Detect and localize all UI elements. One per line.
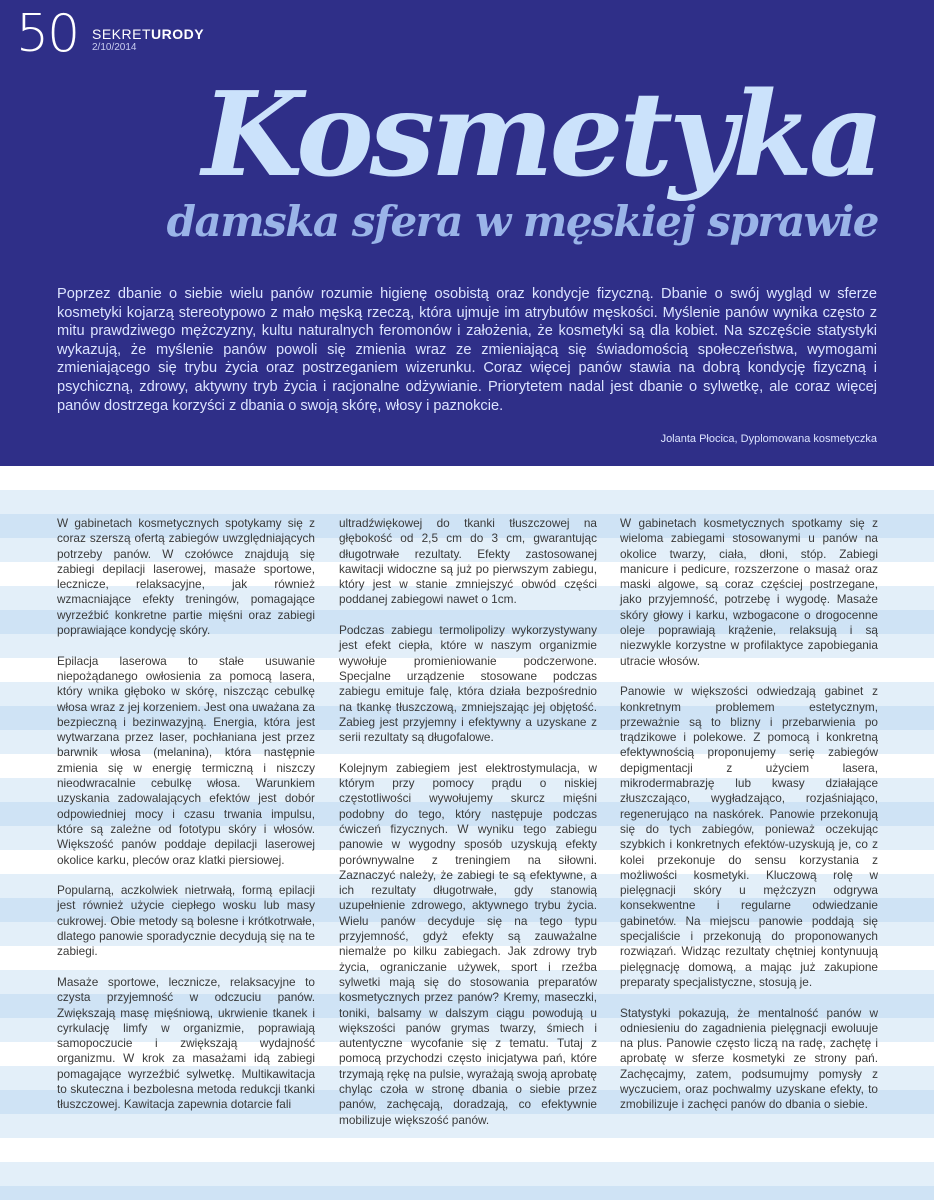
paragraph: ultradźwiękowej do tkanki tłuszczowej na głębokość od 2,5 cm do 3 cm, gwarantując długotrwałe rezultaty. Efekty zastosowanej kawitacji widoczne są już po pierwszym zabiegu, który jest w stanie zmniejszyć obwód części poddanej zabiegowi nawet o 1cm. <box>339 516 597 607</box>
issue-date: 2/10/2014 <box>92 42 137 53</box>
paragraph: Popularną, aczkolwiek nietrwałą, formą epilacji jest również użycie ciepłego wosku lub masy cukrowej. Obie metody są bolesne i krótkotrwałe, dlatego panowie sporadycznie decydują się na te zabiegi. <box>57 883 315 959</box>
paragraph: Statystyki pokazują, że mentalność panów w odniesieniu do zagadnienia pielęgnacji ewoluuje na plus. Panowie często liczą na radę, zachętę i aprobatę w sferze kosmetyki ze strony pań. Zachęcajmy, zatem, podsumujmy pomysły z wyczuciem, oraz pochwalmy uzyskane efekty, to zmobilizuje i zachęci panów do dbania o siebie. <box>620 1005 878 1112</box>
column-3 <box>620 516 878 1128</box>
paragraph: Epilacja laserowa to stałe usuwanie niepożądanego owłosienia za pomocą lasera, który wnika głęboko w skórę, niszcząc cebulkę włosa wraz z jej korzeniem. Jest ona uważana za bezpieczną i bezinwazyjną. Energia, która jest wytwarzana przez laser, pochłaniana jest przez barwnik włosa (melanina), która następnie zmienia się w energię termiczną i niszczy nieodwracalnie cebulkę włosa. Warunkiem uzyskania zadowalających efektów jest dobór odpowiedniej mocy i czasu trwania impulsu, które są zależne od fototypu skóry i włosów. Większość panów poddaje depilacji laserowej okolice karku, pleców oraz klatki piersiowej. <box>57 653 315 867</box>
paragraph: W gabinetach kosmetycznych spotkamy się z wieloma zabiegami stosowanymi u panów na okolice twarzy, ciała, dłoni, stóp. Zabiegi manicure i pedicure, rozszerzone o masaż oraz maski algowe, są coraz częściej postrzegane, jako przyjemność, potrzebę i wygodę. Masaże skóry głowy i karku, wzbogacone o drogocenne oleje poprawiają krążenie, relaksują i są niezwykle korzystne w profilaktyce zapobiegania utracie włosów. <box>620 516 878 668</box>
author-credit: Jolanta Płocica, Dyplomowana kosmetyczka <box>660 433 877 445</box>
paragraph: Podczas zabiegu termolipolizy wykorzystywany jest efekt ciepła, które w naszym organizmie wywołuje promieniowanie podczerwone. Specjalne urządzenie stosowane podczas zabiegu emituje falę, która działa bezpośrednio na tkankę tłuszczową, zmniejszając jej objętość. Zabieg jest przyjemny i efektywny a uzyskane z serii rezultaty są długofalowe. <box>339 623 597 745</box>
lead-paragraph: Poprzez dbanie o siebie wielu panów rozumie higienę osobistą oraz kondycje fizyczną. Dbanie o swój wygląd w sferze kosmetyki kojarzą stereotypowo z mało męską rzeczą, która ujmuje im atrybutów męskości. Myślenie panów wynika często z mitu prawdziwego mężczyzny, kultu naturalnych feromonów i założenia, że kosmetyki są dla kobiet. Na szczęście statystyki wykazują, że myślenie panów powoli się zmienia wraz ze zmieniającą się świadomością społeczeństwa, wymogami zmieniającego się trybu życia oraz postrzeganiem wizerunku. Coraz więcej panów stawia na dobrą kondycję fizyczną i psychiczną, zdrowy, aktywny tryb życia i racjonalne odżywianie. Priorytetem nadal jest dbanie o sylwetkę, ale coraz więcej panów dostrzega korzyści z dbania o swoją skórę, włosy i paznokcie. <box>57 286 877 414</box>
article-title: Kosmetyka <box>201 67 880 203</box>
column-2 <box>339 516 597 1143</box>
article-subtitle: damska sfera w męskiej sprawie <box>166 197 878 246</box>
paragraph: Panowie w większości odwiedzają gabinet z konkretnym problemem estetycznym, przeważnie są to blizny i przebarwienia po trądzikowe i polekowe. Z pomocą i konkretną efektywnością proponujemy serię zabiegów depigmentacji z użyciem lasera, mikrodermabrazję lub kwasy działające złuszczająco, wygładzająco, rozjaśniająco, regenerująco na naskórek. Panowie przekonują się do tych zabiegów, ponieważ oczekując szybkich i konkretnych efektów-uzyskują je, co z kolei przekonuje do sensu korzystania z możliwości kosmetyki. Kluczową rolę w pielęgnacji skóry u mężczyzn odgrywa konsekwentne i regularne odwiedzanie gabinetów. Na miejscu panowie poddają się specjaliście i przekonują do proponowanych rozwiązań. Widząc rezultaty chętniej kontynuują pielęgnację domową, a mając już zakupione preparaty specjalistyczne, stosują je. <box>620 684 878 989</box>
paragraph: W gabinetach kosmetycznych spotykamy się z coraz szerszą ofertą zabiegów uwzględniających potrzeby panów. W czołówce znajdują się zabiegi depilacji laserowej, masaże sportowe, lecznicze, relaksacyjne, jak również wzmacniające efekty treningów, pomagające wyrzeźbić konkretne partie mięśni oraz zabiegi poprawiające kondycję skóry. <box>57 516 315 638</box>
magazine-name-light: SEKRET <box>92 26 152 42</box>
header-banner <box>0 0 934 466</box>
paragraph: Kolejnym zabiegiem jest elektrostymulacja, w którym przy pomocy prądu o niskiej częstotliwości wywołujemy skurcz mięśni podobny do tego, który następuje podczas ćwiczeń fizycznych. W wyniku tego zabiegu panowie w wygodny sposób uzyskują efekty porównywalne z treningiem na siłowni. Zaznaczyć należy, że zabiegi te są efektywne, a ich rezultaty długotrwałe, gdy stanowią uzupełnienie zdrowego, aktywnego trybu życia. Wielu panów decyduje się na tego typu przyjemność, gdyż efekty są zauważalne niemalże po kilku zabiegach. Jak zdrowy tryb życia, ograniczanie używek, sport i rzeźba sylwetki mają się do stosowania preparatów kosmetycznych przez panów? Kremy, maseczki, toniki, balsamy w dalszym ciągu powodują u większości panów grymas twarzy, śmiech i autentyczne wycofanie się z tematu. Tutaj z pomocą przychodzi często inicjatywa pań, które trzymają rękę na pulsie, wyrażają swoją aprobatę chyląc czoła w stronę dbania o siebie przez panów, zachęcają, doradzają, co efektywnie mobilizuje większość panów. <box>339 760 597 1127</box>
column-1 <box>57 516 315 1128</box>
magazine-name-bold: URODY <box>151 26 205 42</box>
page-number: 50 <box>16 4 79 64</box>
magazine-name <box>92 26 204 42</box>
paragraph: Masaże sportowe, lecznicze, relaksacyjne to czysta przyjemność w odczuciu panów. Zwiększają masę mięśniową, ukrwienie tkanek i cyrkulację limfy w organizmie, poprawiają samopoczucie i zwiększają wydajność organizmu. W krok za masażami idą zabiegi pomagające wyrzeźbić sylwetkę. Multikawitacja to skuteczna i bezbolesna metoda redukcji tkanki tłuszczowej. Kawitacja zapewnia dotarcie fali <box>57 974 315 1112</box>
